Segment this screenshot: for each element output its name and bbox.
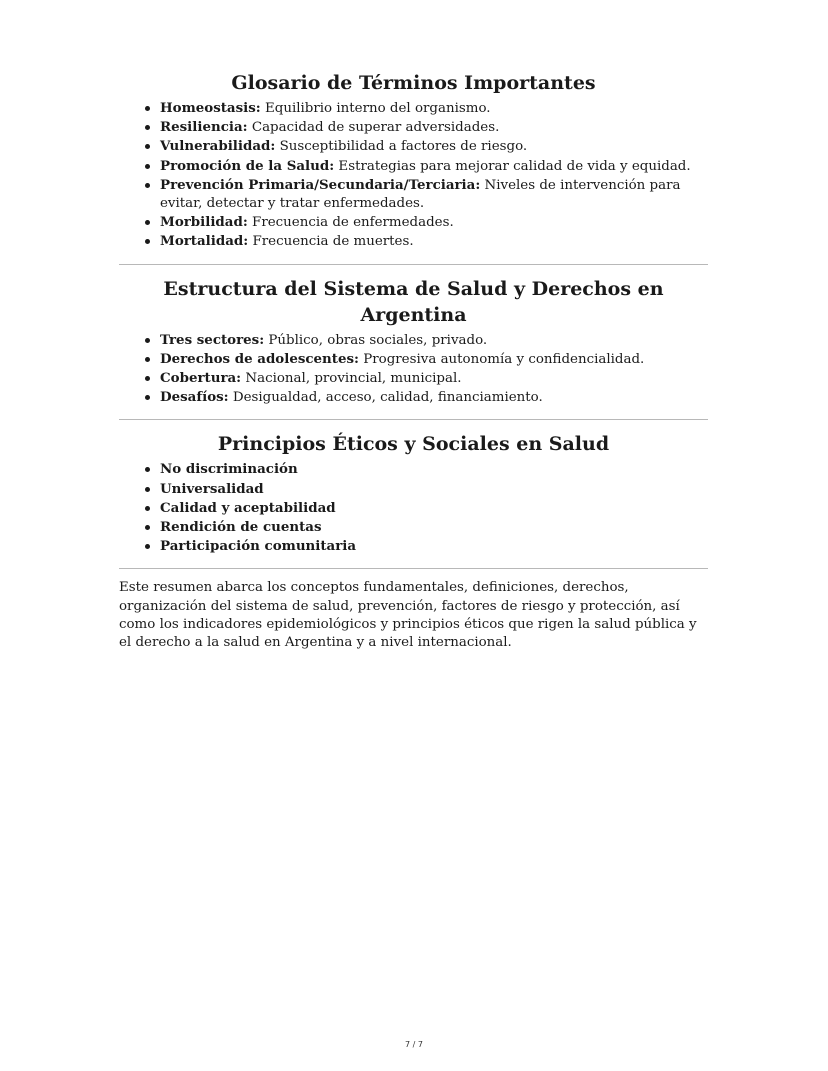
principle-label: Rendición de cuentas (160, 519, 322, 536)
term-description: Niveles de intervención para evitar, detectar y tratar enfermedades. (160, 177, 681, 212)
list-item (160, 480, 708, 499)
page-number: 7 / 7 (405, 1040, 423, 1049)
term-description: Susceptibilidad a factores de riesgo. (275, 139, 528, 155)
principle-label: Universalidad (160, 480, 264, 497)
term-description: Estrategias para mejorar calidad de vida y equidad. (334, 158, 691, 174)
term-description: Público, obras sociales, privado. (264, 332, 488, 348)
term-description: Equilibrio interno del organismo. (260, 101, 491, 116)
principles-title: Principios Éticos y Sociales en Salud (217, 433, 610, 456)
list-item (160, 157, 708, 176)
document-content (119, 70, 708, 666)
structure-section (119, 276, 708, 408)
section-divider (119, 419, 708, 420)
list-item (160, 176, 708, 213)
list-item (160, 99, 708, 118)
glossary-title: Glosario de Términos Importantes (231, 72, 596, 94)
glossary-section (119, 70, 708, 252)
term-label: Derechos de adolescentes: (160, 350, 359, 367)
term-description: Nacional, provincial, municipal. (241, 371, 462, 387)
glossary-list (119, 99, 708, 252)
principle-label: No discriminación (160, 461, 298, 478)
term-label: Cobertura: (160, 370, 242, 387)
principle-label: Participación comunitaria (160, 538, 357, 555)
term-label: Mortalidad: (160, 233, 249, 250)
list-item (160, 388, 708, 407)
term-description: Capacidad de superar adversidades. (247, 120, 500, 136)
list-item (160, 369, 708, 388)
term-description: Desigualdad, acceso, calidad, financiamiento. (228, 390, 543, 406)
term-label: Desafíos: (160, 389, 229, 406)
list-item (160, 213, 708, 232)
term-label: Morbilidad: (160, 214, 248, 231)
list-item (160, 460, 708, 479)
term-label: Tres sectores: (160, 331, 265, 348)
list-item (160, 331, 708, 350)
term-label: Promoción de la Salud: (160, 157, 335, 174)
list-item (160, 518, 708, 537)
list-item (160, 499, 708, 518)
principle-label: Calidad y aceptabilidad (160, 499, 336, 516)
list-item (160, 137, 708, 156)
term-label: Homeostasis: (160, 100, 261, 116)
section-divider (119, 568, 708, 569)
list-item (160, 537, 708, 556)
term-label: Resiliencia: (160, 119, 248, 136)
principles-list (119, 460, 708, 556)
list-item (160, 118, 708, 137)
section-divider (119, 264, 708, 265)
principles-section (119, 431, 708, 556)
list-item (160, 350, 708, 369)
structure-list (119, 331, 708, 408)
term-description: Progresiva autonomía y confidencialidad. (358, 351, 645, 367)
list-item (160, 232, 708, 251)
summary-paragraph: Este resumen abarca los conceptos fundamentales, definiciones, derechos, organización del sistema de salud, prevención, factores de riesgo y protección, así como los indicadores epidemiológicos y principios éticos que rigen la salud pública y el derecho a la salud en Argentina y a nivel internacional. (119, 580, 697, 651)
structure-title: Estructura del Sistema de Salud y Derechos en Argentina (163, 277, 664, 326)
term-label: Prevención Primaria/Secundaria/Terciaria: (160, 176, 481, 193)
term-description: Frecuencia de enfermedades. (247, 215, 454, 231)
term-label: Vulnerabilidad: (160, 138, 276, 155)
term-description: Frecuencia de muertes. (248, 234, 414, 250)
